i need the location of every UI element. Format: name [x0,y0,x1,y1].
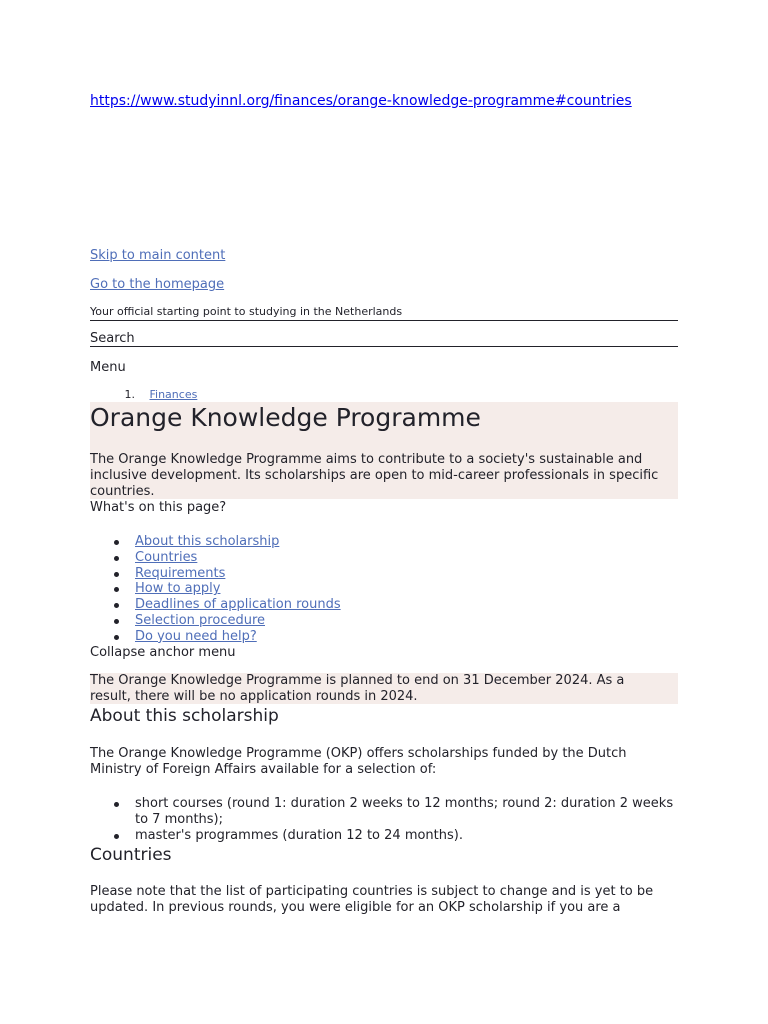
list-item [90,613,341,629]
hero-intro: The Orange Knowledge Programme aims to contribute to a society's sustainable and inclusive development. Its scholarships are open to mid-career professionals in specific countries. [90,452,659,499]
about-heading: About this scholarship [90,706,279,726]
notice-text: The Orange Knowledge Programme is planned to end on 31 December 2024. As a result, there will be no application rounds in 2024. [90,673,625,704]
menu-button[interactable]: Menu [90,360,126,375]
breadcrumb-item [90,388,197,402]
site-tagline: Your official starting point to studying in the Netherlands [90,305,678,321]
breadcrumb-link-finances[interactable]: Finances [149,388,198,401]
breadcrumb [90,388,197,402]
list-item [90,629,341,645]
list-item [90,550,341,566]
list-item [90,566,341,582]
page-title: Orange Knowledge Programme [90,403,481,432]
anchor-link-selection[interactable]: Selection procedure [135,612,265,628]
page-url-link[interactable]: https://www.studyinnl.org/finances/orange-knowledge-programme#countries [90,93,632,109]
anchor-link-about[interactable]: About this scholarship [135,534,280,549]
anchor-menu [90,534,341,645]
anchor-link-deadlines[interactable]: Deadlines of application rounds [135,597,341,613]
collapse-anchor-menu-button[interactable]: Collapse anchor menu [90,645,236,660]
notice-banner [90,673,678,704]
breadcrumb-number: 1. [124,388,135,401]
list-item [90,597,341,613]
anchor-link-how-to-apply[interactable]: How to apply [135,581,221,597]
countries-heading: Countries [90,845,172,865]
anchor-link-requirements[interactable]: Requirements [135,565,226,581]
list-item [90,534,341,550]
scholarship-types-list [90,796,678,844]
hero-section [90,402,678,499]
homepage-link[interactable]: Go to the homepage [90,277,225,292]
about-text: The Orange Knowledge Programme (OKP) offers scholarships funded by the Dutch Ministry of Foreign Affairs available for a selection of: [90,746,627,777]
list-item [90,581,341,597]
anchor-link-help[interactable]: Do you need help? [135,628,257,644]
search-button[interactable]: Search [90,331,678,347]
skip-to-main-content-link[interactable]: Skip to main content [90,248,226,263]
anchor-link-countries[interactable]: Countries [135,549,198,565]
list-item: short courses (round 1: duration 2 weeks to 12 months; round 2: duration 2 weeks to 7 months); [90,796,678,828]
list-item: master's programmes (duration 12 to 24 months). [90,828,678,844]
anchor-menu-heading: What's on this page? [90,500,227,515]
countries-text: Please note that the list of participating countries is subject to change and is yet to be updated. In previous rounds, you were eligible for an OKP scholarship if you are a [90,884,654,915]
